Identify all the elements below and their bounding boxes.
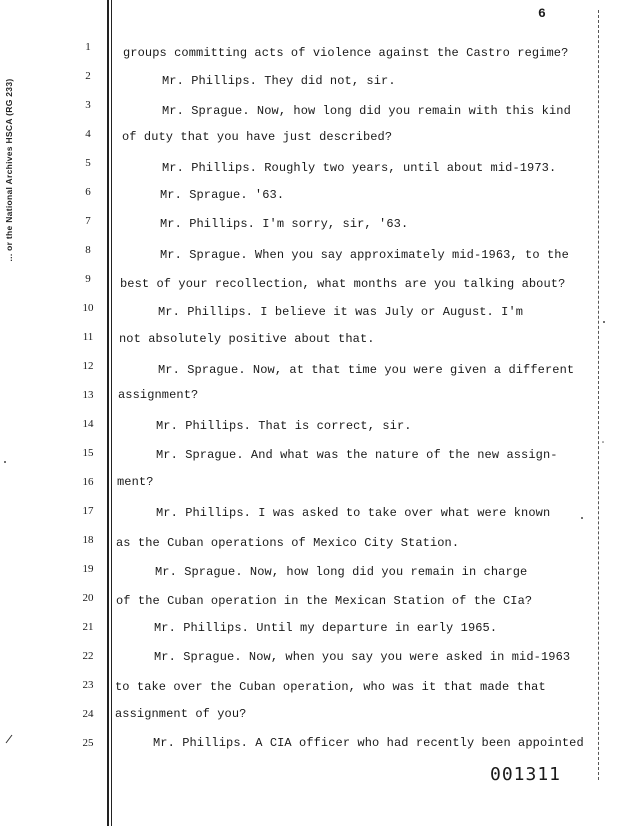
transcript-line: Mr. Sprague. Now, how long did you remain in charge (155, 565, 528, 579)
scan-speck (603, 321, 605, 323)
transcript-line: Mr. Phillips. Roughly two years, until about mid-1973. (162, 161, 557, 175)
archive-stamp-text: ... or the National Archives HSCA (RG 233) (4, 78, 14, 262)
line-number: 25 (82, 737, 94, 749)
line-number: 1 (85, 41, 91, 53)
transcript-line: ment? (117, 475, 154, 489)
line-number: 2 (85, 70, 91, 82)
line-number: 17 (82, 505, 94, 517)
transcript-line: Mr. Phillips. They did not, sir. (162, 74, 396, 88)
line-number: 10 (82, 302, 94, 314)
transcript-line: of duty that you have just described? (122, 130, 393, 144)
page-number: 6 (538, 6, 546, 21)
transcript-line: Mr. Sprague. And what was the nature of the new assign- (156, 448, 558, 462)
transcript-line: Mr. Sprague. Now, when you say you were asked in mid-1963 (154, 650, 571, 664)
transcript-line: Mr. Phillips. Until my departure in early 1965. (154, 621, 498, 635)
line-number: 3 (85, 99, 91, 111)
line-number: 13 (82, 389, 94, 401)
line-number: 21 (82, 621, 94, 633)
scan-speck (581, 517, 583, 519)
transcript-line: Mr. Sprague. Now, how long did you remain with this kind (162, 104, 571, 118)
scan-speck (4, 461, 6, 463)
transcript-line: Mr. Phillips. That is correct, sir. (156, 419, 412, 433)
line-number: 7 (85, 215, 91, 227)
transcript-line: Mr. Phillips. I was asked to take over what were known (156, 506, 551, 520)
line-number: 15 (82, 447, 94, 459)
transcript-line: Mr. Sprague. '63. (160, 188, 285, 202)
transcript-line: assignment of you? (115, 707, 247, 721)
line-number: 20 (82, 592, 94, 604)
transcript-line: Mr. Phillips. I'm sorry, sir, '63. (160, 217, 409, 231)
transcript-line: Mr. Phillips. A CIA officer who had recently been appointed (153, 736, 584, 750)
transcript-line: groups committing acts of violence against the Castro regime? (123, 46, 569, 60)
transcript-line: Mr. Sprague. Now, at that time you were given a different (158, 363, 575, 377)
line-number: 11 (82, 331, 94, 343)
line-number: 24 (82, 708, 94, 720)
line-number: 5 (85, 157, 91, 169)
transcript-line: not absolutely positive about that. (119, 332, 375, 346)
line-number: 4 (85, 128, 91, 140)
line-number: 8 (85, 244, 91, 256)
transcript-line: assignment? (118, 388, 199, 402)
line-number: 22 (82, 650, 94, 662)
transcript-line: best of your recollection, what months are you talking about? (120, 277, 566, 291)
scan-speck (602, 441, 604, 443)
line-number: 18 (82, 534, 94, 546)
line-number: 6 (85, 186, 91, 198)
line-number: 12 (82, 360, 94, 372)
line-number: 19 (82, 563, 94, 575)
line-number: 23 (82, 679, 94, 691)
document-number: 001311 (490, 764, 562, 785)
line-number: 9 (85, 273, 91, 285)
transcript-line: Mr. Phillips. I believe it was July or August. I'm (158, 305, 524, 319)
transcript-line: of the Cuban operation in the Mexican Station of the CIa? (116, 594, 533, 608)
transcript-line: to take over the Cuban operation, who was it that made that (115, 680, 546, 694)
transcript-line: as the Cuban operations of Mexico City Station. (116, 536, 460, 550)
line-number: 14 (82, 418, 94, 430)
scan-mark (6, 735, 12, 743)
transcript-line: Mr. Sprague. When you say approximately mid-1963, to the (160, 248, 569, 262)
line-number: 16 (82, 476, 94, 488)
